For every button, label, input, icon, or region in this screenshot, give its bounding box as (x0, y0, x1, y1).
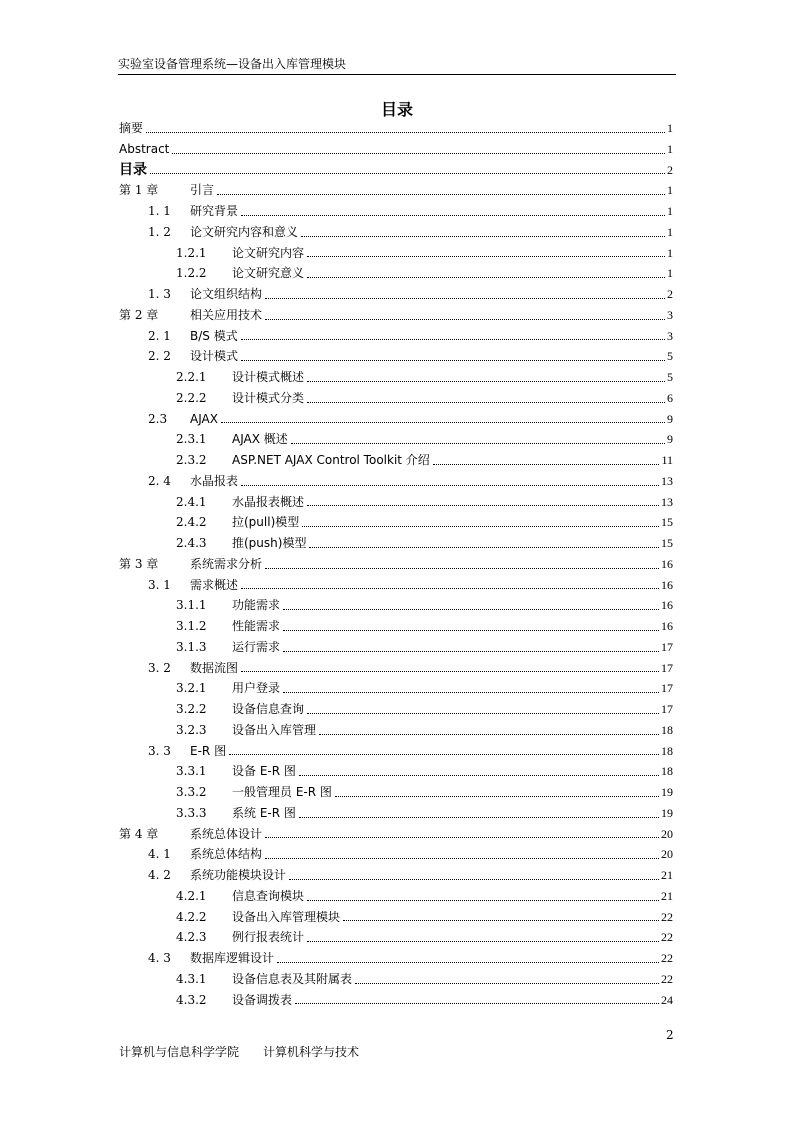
toc-leader-dots (229, 754, 659, 755)
toc-entry[interactable] (119, 533, 673, 554)
toc-entry-page: 11 (661, 453, 673, 467)
toc-leader-dots (301, 236, 665, 237)
toc-leader-dots (265, 319, 665, 320)
toc-leader-dots (307, 402, 665, 403)
toc-entry-title: Abstract (119, 139, 170, 160)
toc-entry-page: 1 (667, 121, 673, 135)
toc-entry-number: 2.4.2 (176, 515, 207, 530)
toc-entry-number: 1. 2 (148, 224, 171, 239)
toc-entry[interactable] (119, 803, 673, 824)
toc-entry-page: 18 (661, 743, 673, 758)
toc-entry-page: 9 (667, 411, 673, 426)
toc-entry-title: 设备信息查询 (232, 699, 305, 720)
toc-entry[interactable] (119, 118, 673, 139)
toc-entry-title: 设备出入库管理 (232, 720, 317, 741)
toc-entry-page: 18 (661, 764, 673, 779)
toc-entry-title: 系统总体设计 (190, 824, 263, 845)
toc-leader-dots (283, 630, 659, 631)
toc-entry[interactable] (119, 927, 673, 948)
toc-leader-dots (433, 464, 660, 465)
toc-leader-dots (146, 132, 665, 133)
toc-entry-page: 21 (661, 888, 673, 903)
toc-leader-dots (309, 547, 659, 548)
header-text: 实验室设备管理系统—设备出入库管理模块 (118, 57, 347, 71)
toc-entry-title: 数据流图 (190, 658, 239, 679)
toc-leader-dots (150, 173, 665, 174)
toc-entry-title: E-R 图 (190, 741, 227, 762)
toc-entry[interactable] (119, 637, 673, 658)
toc-entry-title: 引言 (190, 180, 215, 201)
toc-leader-dots (221, 422, 665, 423)
toc-entry-page: 1 (667, 183, 673, 198)
toc-leader-dots (307, 941, 659, 942)
toc-leader-dots (307, 505, 659, 506)
toc-leader-dots (355, 983, 659, 984)
toc-entry-number: 4.2.3 (176, 930, 207, 945)
toc-entry[interactable] (119, 471, 673, 492)
toc-entry-title: 设计模式 (190, 346, 239, 367)
toc-entry-title: 功能需求 (232, 595, 281, 616)
toc-entry[interactable] (119, 512, 673, 533)
toc-entry-page: 2 (667, 162, 673, 177)
footer-major: 计算机科学与技术 (263, 1045, 360, 1059)
toc-leader-dots (283, 692, 659, 693)
toc-entry-page: 3 (667, 307, 673, 322)
toc-entry-page: 16 (661, 577, 673, 592)
toc-entry-title: 论文研究内容 (232, 243, 305, 264)
toc-entry-page: 1 (667, 204, 673, 218)
toc-entry-number: 第 2 章 (119, 307, 159, 322)
toc-entry[interactable] (119, 388, 673, 409)
toc-entry-title: 信息查询模块 (232, 886, 305, 907)
toc-entry-title: 论文研究内容和意义 (190, 222, 299, 243)
toc-entry-title: 数据库逻辑设计 (190, 948, 275, 969)
toc-entry-number: 2.4.3 (176, 536, 207, 550)
toc-entry[interactable] (119, 450, 673, 471)
toc-entry-number: 第 3 章 (119, 556, 159, 571)
toc-leader-dots (307, 900, 659, 901)
toc-leader-dots (335, 796, 659, 797)
toc-entry-title: 设计模式概述 (232, 367, 305, 388)
toc-entry-page: 20 (661, 826, 673, 841)
toc-entry-page: 1 (667, 266, 673, 281)
running-header (118, 56, 676, 75)
toc-leader-dots (291, 443, 665, 444)
toc-entry-number: 2.3 (148, 411, 168, 426)
toc-entry-number: 1.2.2 (176, 266, 207, 281)
toc-leader-dots (241, 671, 659, 672)
toc-entry[interactable] (119, 616, 673, 637)
toc-leader-dots (277, 962, 659, 963)
toc-entry-title: 性能需求 (232, 616, 281, 637)
toc-entry-number: 3.1.3 (176, 639, 207, 654)
toc-entry-number: 3.3.1 (176, 764, 207, 779)
toc-entry-page: 20 (661, 847, 673, 862)
toc-entry[interactable] (119, 824, 673, 845)
toc-entry[interactable] (119, 761, 673, 782)
toc-entry-page: 5 (667, 349, 673, 364)
toc-entry-page: 17 (661, 681, 673, 696)
toc-entry-title: 论文研究意义 (232, 263, 305, 284)
toc-entry[interactable] (119, 554, 673, 575)
toc-leader-dots (265, 568, 659, 569)
toc-entry-page: 22 (661, 951, 673, 965)
toc-entry-page: 22 (661, 971, 673, 986)
toc-entry-title: 研究背景 (190, 201, 239, 222)
toc-entry-page: 22 (661, 930, 673, 945)
toc-entry[interactable] (119, 160, 673, 181)
toc-entry-number: 1.2.1 (176, 245, 207, 260)
toc-entry-number: 3.1.1 (176, 598, 207, 613)
table-of-contents (119, 118, 673, 1010)
toc-entry-page: 19 (661, 805, 673, 820)
toc-leader-dots (241, 588, 659, 589)
toc-entry-page: 17 (661, 639, 673, 654)
toc-entry[interactable] (119, 367, 673, 388)
toc-entry[interactable] (119, 741, 673, 762)
toc-leader-dots (289, 879, 659, 880)
toc-entry-page: 17 (661, 660, 673, 675)
toc-entry[interactable] (119, 990, 673, 1011)
toc-entry[interactable] (119, 180, 673, 201)
toc-leader-dots (217, 194, 665, 195)
toc-entry-page: 1 (667, 224, 673, 239)
toc-entry[interactable] (119, 201, 673, 222)
toc-entry[interactable] (119, 907, 673, 928)
toc-entry[interactable] (119, 429, 673, 450)
toc-entry-number: 4.3.1 (176, 971, 207, 986)
toc-entry-page: 9 (667, 432, 673, 447)
toc-leader-dots (307, 256, 665, 257)
toc-entry[interactable] (119, 492, 673, 513)
toc-entry-title: 目录 (119, 160, 148, 181)
toc-entry-page: 16 (661, 556, 673, 571)
toc-entry[interactable] (119, 865, 673, 886)
toc-leader-dots (172, 153, 665, 154)
page-number: 2 (666, 1028, 674, 1042)
toc-leader-dots (265, 837, 659, 838)
toc-entry-title: 运行需求 (232, 637, 281, 658)
toc-entry[interactable] (119, 409, 673, 430)
toc-entry-title: 例行报表统计 (232, 927, 305, 948)
toc-entry-number: 2.3.2 (176, 453, 207, 467)
toc-entry-number: 2.3.1 (176, 432, 207, 447)
toc-entry-number: 4. 1 (148, 847, 171, 862)
toc-entry-page: 13 (661, 494, 673, 509)
toc-entry-number: 4.3.2 (176, 992, 207, 1007)
toc-leader-dots (283, 609, 659, 610)
toc-leader-dots (307, 713, 659, 714)
toc-entry-page: 13 (661, 473, 673, 488)
toc-entry-title: 系统 E-R 图 (232, 803, 297, 824)
toc-entry-number: 3. 2 (148, 660, 171, 675)
toc-entry-title: 水晶报表 (190, 471, 239, 492)
toc-entry-number: 2. 1 (148, 328, 171, 343)
toc-entry-number: 4. 2 (148, 868, 171, 882)
toc-leader-dots (299, 817, 659, 818)
toc-entry-number: 第 1 章 (119, 183, 159, 198)
toc-entry-page: 16 (661, 619, 673, 633)
toc-entry-page: 19 (661, 785, 673, 799)
toc-entry[interactable] (119, 139, 673, 160)
toc-entry-number: 2.2.1 (176, 370, 207, 384)
toc-entry-page: 15 (661, 515, 673, 530)
toc-entry-number: 2.4.1 (176, 494, 207, 509)
toc-entry-title: 论文组织结构 (190, 284, 263, 305)
toc-entry[interactable] (119, 720, 673, 741)
toc-entry[interactable] (119, 948, 673, 969)
toc-entry-title: 摘要 (119, 118, 144, 139)
toc-leader-dots (343, 920, 659, 921)
toc-entry-page: 5 (667, 370, 673, 384)
toc-leader-dots (307, 277, 665, 278)
toc-entry-number: 2. 2 (148, 349, 171, 364)
toc-leader-dots (295, 1003, 659, 1004)
toc-entry[interactable] (119, 263, 673, 284)
toc-entry-number: 4.2.1 (176, 888, 207, 903)
running-footer (119, 1043, 359, 1060)
toc-entry-title: 设备 E-R 图 (232, 761, 297, 782)
toc-entry-title: B/S 模式 (190, 326, 239, 347)
toc-entry-page: 15 (661, 536, 673, 550)
toc-entry-page: 1 (667, 245, 673, 260)
toc-entry-page: 22 (661, 909, 673, 924)
toc-entry-page: 24 (661, 992, 673, 1007)
toc-entry-page: 6 (667, 390, 673, 405)
toc-entry-title: 相关应用技术 (190, 305, 263, 326)
toc-entry-number: 4.2.2 (176, 909, 207, 924)
toc-entry[interactable] (119, 305, 673, 326)
toc-leader-dots (265, 858, 659, 859)
toc-leader-dots (241, 215, 665, 216)
toc-entry-title: ASP.NET AJAX Control Toolkit 介绍 (232, 450, 431, 471)
toc-entry-page: 3 (667, 328, 673, 343)
toc-leader-dots (241, 360, 665, 361)
toc-leader-dots (241, 485, 659, 486)
toc-entry-title: 设备信息表及其附属表 (232, 969, 353, 990)
toc-entry-number: 3.2.2 (176, 702, 207, 716)
toc-leader-dots (299, 775, 659, 776)
toc-entry[interactable] (119, 575, 673, 596)
toc-leader-dots (265, 298, 665, 299)
toc-entry[interactable] (119, 658, 673, 679)
toc-entry-number: 3.2.3 (176, 722, 207, 737)
toc-entry-page: 1 (667, 141, 673, 156)
toc-leader-dots (241, 339, 665, 340)
toc-entry-page: 17 (661, 702, 673, 716)
toc-entry[interactable] (119, 886, 673, 907)
toc-entry-number: 2. 4 (148, 473, 171, 488)
toc-leader-dots (307, 381, 665, 382)
toc-entry-title: 系统需求分析 (190, 554, 263, 575)
toc-entry-title: AJAX (190, 409, 219, 430)
toc-entry[interactable] (119, 969, 673, 990)
toc-entry-title: 推(push)模型 (232, 533, 307, 554)
toc-entry[interactable] (119, 326, 673, 347)
toc-entry-title: 系统功能模块设计 (190, 865, 287, 886)
toc-entry-title: AJAX 概述 (232, 429, 289, 450)
toc-entry[interactable] (119, 678, 673, 699)
toc-entry[interactable] (119, 284, 673, 305)
toc-entry-number: 3.2.1 (176, 681, 207, 696)
toc-entry-number: 4. 3 (148, 951, 171, 965)
toc-entry[interactable] (119, 346, 673, 367)
toc-entry-title: 系统总体结构 (190, 844, 263, 865)
toc-entry-title: 需求概述 (190, 575, 239, 596)
toc-entry[interactable] (119, 844, 673, 865)
toc-entry-number: 1. 3 (148, 287, 171, 301)
toc-leader-dots (319, 734, 659, 735)
toc-entry-number: 第 4 章 (119, 826, 159, 841)
toc-entry[interactable] (119, 222, 673, 243)
toc-entry-number: 3.1.2 (176, 619, 207, 633)
toc-entry-number: 3. 1 (148, 577, 171, 592)
footer-school: 计算机与信息科学学院 (119, 1045, 240, 1059)
toc-entry-title: 设计模式分类 (232, 388, 305, 409)
toc-entry-number: 2.2.2 (176, 390, 207, 405)
toc-entry[interactable] (119, 782, 673, 803)
toc-entry-title: 设备调拨表 (232, 990, 293, 1011)
toc-entry-page: 21 (661, 868, 673, 882)
toc-entry[interactable] (119, 699, 673, 720)
toc-entry-title: 设备出入库管理模块 (232, 907, 341, 928)
page-title: 目录 (380, 100, 413, 119)
toc-entry-title: 水晶报表概述 (232, 492, 305, 513)
toc-entry-title: 用户登录 (232, 678, 281, 699)
toc-entry-title: 一般管理员 E-R 图 (232, 782, 333, 803)
toc-entry-number: 3. 3 (148, 743, 171, 758)
toc-leader-dots (302, 526, 659, 527)
toc-entry-number: 3.3.2 (176, 785, 207, 799)
toc-entry-page: 16 (661, 598, 673, 613)
toc-entry-page: 18 (661, 722, 673, 737)
toc-leader-dots (283, 651, 659, 652)
toc-entry-page: 2 (667, 287, 673, 301)
toc-entry-number: 1. 1 (148, 204, 171, 218)
toc-entry-number: 3.3.3 (176, 805, 207, 820)
toc-entry-title: 拉(pull)模型 (232, 512, 300, 533)
toc-entry[interactable] (119, 243, 673, 264)
toc-entry[interactable] (119, 595, 673, 616)
